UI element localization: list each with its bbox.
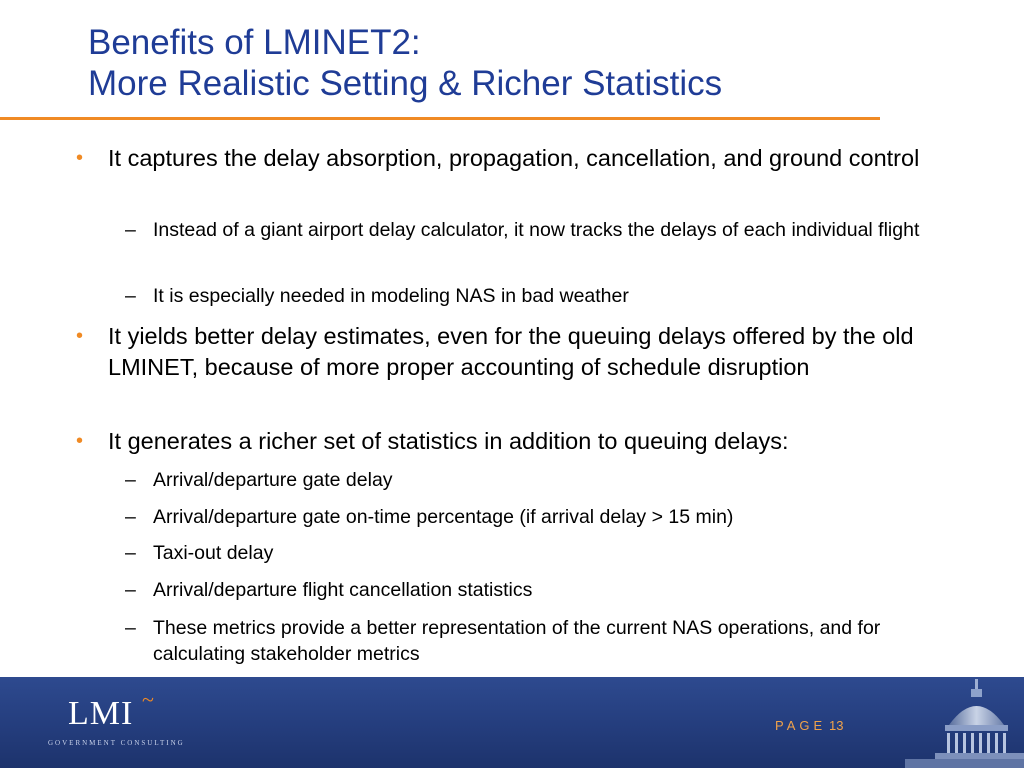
sub-bullet-1-1: – Instead of a giant airport delay calculator, it now tracks the delays of each individual flight bbox=[153, 217, 933, 243]
bullet-3: • It generates a richer set of statistics in addition to queuing delays: bbox=[108, 426, 948, 457]
lmi-logo bbox=[38, 687, 185, 755]
page-label: PAGE bbox=[775, 718, 827, 733]
slide-title bbox=[88, 22, 722, 104]
sub-bullet-3-2: – Arrival/departure gate on-time percentage (if arrival delay > 15 min) bbox=[153, 504, 933, 530]
logo-subtitle: GOVERNMENT CONSULTING bbox=[48, 739, 185, 747]
page-number: 13 bbox=[829, 718, 844, 733]
bullet-2: • It yields better delay estimates, even for the queuing delays offered by the old LMINET, because of more proper accounting of schedule disruption bbox=[108, 321, 948, 383]
bullet-1: • It captures the delay absorption, propagation, cancellation, and ground control bbox=[108, 143, 948, 174]
title-line-1: Benefits of LMINET2: bbox=[88, 23, 421, 62]
logo-text: LMI bbox=[68, 695, 134, 732]
sub-bullet-1-2: – It is especially needed in modeling NAS in bad weather bbox=[153, 283, 933, 309]
logo-tilde-mark: ~ bbox=[142, 687, 154, 712]
title-divider bbox=[0, 117, 880, 120]
sub-bullet-3-3: – Taxi-out delay bbox=[153, 540, 933, 566]
footer-bar bbox=[0, 677, 1024, 768]
sub-bullet-3-1: – Arrival/departure gate delay bbox=[153, 467, 933, 493]
sub-bullet-3-5: – These metrics provide a better representation of the current NAS operations, and for calculating stakeholder metrics bbox=[153, 615, 933, 667]
sub-bullet-3-4: – Arrival/departure flight cancellation statistics bbox=[153, 577, 933, 603]
title-line-2: More Realistic Setting & Richer Statistics bbox=[88, 64, 723, 103]
capitol-dome-icon bbox=[905, 677, 1024, 768]
